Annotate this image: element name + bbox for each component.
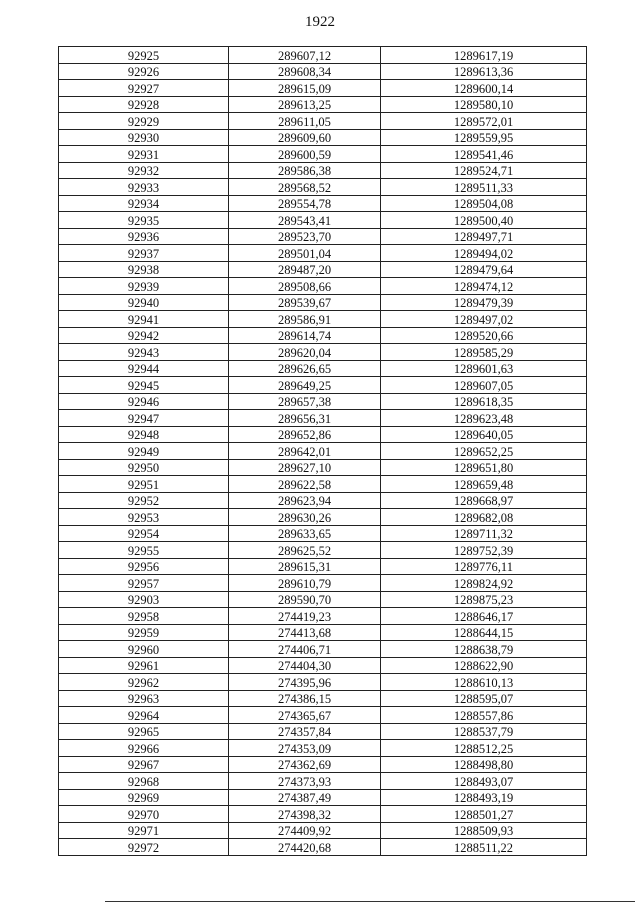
x-coordinate-cell: 274386,15: [229, 690, 381, 707]
y-coordinate-cell: 1289640,05: [381, 426, 587, 443]
y-coordinate-cell: 1288638,79: [381, 641, 587, 658]
y-coordinate-cell: 1289585,29: [381, 344, 587, 361]
x-coordinate-cell: 289652,86: [229, 426, 381, 443]
x-coordinate-cell: 289608,34: [229, 63, 381, 80]
table-row: [59, 707, 587, 724]
table-row: [59, 96, 587, 113]
x-coordinate-cell: 274373,93: [229, 773, 381, 790]
table-row: [59, 426, 587, 443]
y-coordinate-cell: 1289520,66: [381, 327, 587, 344]
y-coordinate-cell: 1289479,64: [381, 261, 587, 278]
point-number-cell: 92936: [59, 228, 229, 245]
table-row: [59, 377, 587, 394]
y-coordinate-cell: 1289511,33: [381, 179, 587, 196]
point-number-cell: 92935: [59, 212, 229, 229]
y-coordinate-cell: 1288498,80: [381, 756, 587, 773]
table-row: [59, 195, 587, 212]
point-number-cell: 92959: [59, 624, 229, 641]
table-row: [59, 822, 587, 839]
table-row: [59, 509, 587, 526]
table-row: [59, 641, 587, 658]
x-coordinate-cell: 289610,79: [229, 575, 381, 592]
x-coordinate-cell: 274398,32: [229, 806, 381, 823]
x-coordinate-cell: 289568,52: [229, 179, 381, 196]
point-number-cell: 92930: [59, 129, 229, 146]
table-row: [59, 756, 587, 773]
point-number-cell: 92960: [59, 641, 229, 658]
point-number-cell: 92927: [59, 80, 229, 97]
y-coordinate-cell: 1288646,17: [381, 608, 587, 625]
point-number-cell: 92941: [59, 311, 229, 328]
x-coordinate-cell: 274357,84: [229, 723, 381, 740]
y-coordinate-cell: 1289651,80: [381, 459, 587, 476]
y-coordinate-cell: 1288501,27: [381, 806, 587, 823]
table-row: [59, 63, 587, 80]
point-number-cell: 92965: [59, 723, 229, 740]
coordinates-table: [58, 46, 587, 856]
x-coordinate-cell: 289554,78: [229, 195, 381, 212]
x-coordinate-cell: 289613,25: [229, 96, 381, 113]
x-coordinate-cell: 289622,58: [229, 476, 381, 493]
y-coordinate-cell: 1289524,71: [381, 162, 587, 179]
table-row: [59, 525, 587, 542]
point-number-cell: 92963: [59, 690, 229, 707]
point-number-cell: 92939: [59, 278, 229, 295]
point-number-cell: 92931: [59, 146, 229, 163]
bottom-rule: [105, 901, 635, 902]
table-row: [59, 179, 587, 196]
point-number-cell: 92947: [59, 410, 229, 427]
x-coordinate-cell: 289600,59: [229, 146, 381, 163]
x-coordinate-cell: 289586,91: [229, 311, 381, 328]
point-number-cell: 92962: [59, 674, 229, 691]
x-coordinate-cell: 274353,09: [229, 740, 381, 757]
table-row: [59, 542, 587, 559]
x-coordinate-cell: 289508,66: [229, 278, 381, 295]
point-number-cell: 92940: [59, 294, 229, 311]
table-row: [59, 624, 587, 641]
point-number-cell: 92966: [59, 740, 229, 757]
y-coordinate-cell: 1289607,05: [381, 377, 587, 394]
point-number-cell: 92943: [59, 344, 229, 361]
table-row: [59, 344, 587, 361]
y-coordinate-cell: 1289623,48: [381, 410, 587, 427]
point-number-cell: 92953: [59, 509, 229, 526]
table-row: [59, 690, 587, 707]
x-coordinate-cell: 274395,96: [229, 674, 381, 691]
x-coordinate-cell: 289627,10: [229, 459, 381, 476]
point-number-cell: 92955: [59, 542, 229, 559]
y-coordinate-cell: 1289600,14: [381, 80, 587, 97]
point-number-cell: 92969: [59, 789, 229, 806]
table-row: [59, 657, 587, 674]
point-number-cell: 92956: [59, 558, 229, 575]
table-row: [59, 360, 587, 377]
y-coordinate-cell: 1289659,48: [381, 476, 587, 493]
point-number-cell: 92971: [59, 822, 229, 839]
x-coordinate-cell: 289625,52: [229, 542, 381, 559]
point-number-cell: 92945: [59, 377, 229, 394]
x-coordinate-cell: 274365,67: [229, 707, 381, 724]
point-number-cell: 92928: [59, 96, 229, 113]
x-coordinate-cell: 289615,09: [229, 80, 381, 97]
table-row: [59, 674, 587, 691]
table-row: [59, 311, 587, 328]
table-row: [59, 113, 587, 130]
x-coordinate-cell: 274413,68: [229, 624, 381, 641]
x-coordinate-cell: 289590,70: [229, 591, 381, 608]
point-number-cell: 92903: [59, 591, 229, 608]
table-row: [59, 443, 587, 460]
table-row: [59, 740, 587, 757]
y-coordinate-cell: 1289613,36: [381, 63, 587, 80]
point-number-cell: 92944: [59, 360, 229, 377]
x-coordinate-cell: 289620,04: [229, 344, 381, 361]
y-coordinate-cell: 1289776,11: [381, 558, 587, 575]
y-coordinate-cell: 1289559,95: [381, 129, 587, 146]
point-number-cell: 92929: [59, 113, 229, 130]
x-coordinate-cell: 289487,20: [229, 261, 381, 278]
y-coordinate-cell: 1289474,12: [381, 278, 587, 295]
y-coordinate-cell: 1289504,08: [381, 195, 587, 212]
point-number-cell: 92938: [59, 261, 229, 278]
point-number-cell: 92948: [59, 426, 229, 443]
table-row: [59, 47, 587, 64]
y-coordinate-cell: 1289652,25: [381, 443, 587, 460]
x-coordinate-cell: 274406,71: [229, 641, 381, 658]
coordinates-table-body: [59, 47, 587, 856]
x-coordinate-cell: 274387,49: [229, 789, 381, 806]
point-number-cell: 92968: [59, 773, 229, 790]
y-coordinate-cell: 1288622,90: [381, 657, 587, 674]
y-coordinate-cell: 1289618,35: [381, 393, 587, 410]
point-number-cell: 92937: [59, 245, 229, 262]
table-row: [59, 789, 587, 806]
table-row: [59, 278, 587, 295]
x-coordinate-cell: 289623,94: [229, 492, 381, 509]
x-coordinate-cell: 274362,69: [229, 756, 381, 773]
table-row: [59, 591, 587, 608]
x-coordinate-cell: 289657,38: [229, 393, 381, 410]
x-coordinate-cell: 289633,65: [229, 525, 381, 542]
table-row: [59, 294, 587, 311]
table-row: [59, 839, 587, 856]
table-row: [59, 146, 587, 163]
point-number-cell: 92942: [59, 327, 229, 344]
point-number-cell: 92949: [59, 443, 229, 460]
y-coordinate-cell: 1288595,07: [381, 690, 587, 707]
y-coordinate-cell: 1289875,23: [381, 591, 587, 608]
x-coordinate-cell: 289501,04: [229, 245, 381, 262]
point-number-cell: 92925: [59, 47, 229, 64]
y-coordinate-cell: 1288644,15: [381, 624, 587, 641]
table-row: [59, 459, 587, 476]
y-coordinate-cell: 1289497,71: [381, 228, 587, 245]
table-row: [59, 723, 587, 740]
table-row: [59, 261, 587, 278]
table-row: [59, 492, 587, 509]
x-coordinate-cell: 274404,30: [229, 657, 381, 674]
x-coordinate-cell: 289609,60: [229, 129, 381, 146]
point-number-cell: 92964: [59, 707, 229, 724]
x-coordinate-cell: 289626,65: [229, 360, 381, 377]
x-coordinate-cell: 274420,68: [229, 839, 381, 856]
x-coordinate-cell: 289607,12: [229, 47, 381, 64]
y-coordinate-cell: 1288509,93: [381, 822, 587, 839]
x-coordinate-cell: 289611,05: [229, 113, 381, 130]
table-row: [59, 327, 587, 344]
y-coordinate-cell: 1289682,08: [381, 509, 587, 526]
y-coordinate-cell: 1288537,79: [381, 723, 587, 740]
table-row: [59, 80, 587, 97]
y-coordinate-cell: 1289497,02: [381, 311, 587, 328]
table-row: [59, 393, 587, 410]
table-row: [59, 245, 587, 262]
point-number-cell: 92926: [59, 63, 229, 80]
table-row: [59, 773, 587, 790]
y-coordinate-cell: 1288493,19: [381, 789, 587, 806]
y-coordinate-cell: 1288610,13: [381, 674, 587, 691]
y-coordinate-cell: 1289479,39: [381, 294, 587, 311]
point-number-cell: 92946: [59, 393, 229, 410]
y-coordinate-cell: 1289541,46: [381, 146, 587, 163]
y-coordinate-cell: 1289617,19: [381, 47, 587, 64]
x-coordinate-cell: 289523,70: [229, 228, 381, 245]
point-number-cell: 92967: [59, 756, 229, 773]
y-coordinate-cell: 1289824,92: [381, 575, 587, 592]
x-coordinate-cell: 289539,67: [229, 294, 381, 311]
point-number-cell: 92952: [59, 492, 229, 509]
table-row: [59, 806, 587, 823]
x-coordinate-cell: 289543,41: [229, 212, 381, 229]
table-row: [59, 228, 587, 245]
y-coordinate-cell: 1289572,01: [381, 113, 587, 130]
table-row: [59, 608, 587, 625]
x-coordinate-cell: 289615,31: [229, 558, 381, 575]
point-number-cell: 92933: [59, 179, 229, 196]
point-number-cell: 92951: [59, 476, 229, 493]
table-row: [59, 162, 587, 179]
y-coordinate-cell: 1289711,32: [381, 525, 587, 542]
table-row: [59, 410, 587, 427]
y-coordinate-cell: 1289668,97: [381, 492, 587, 509]
y-coordinate-cell: 1288512,25: [381, 740, 587, 757]
table-row: [59, 575, 587, 592]
table-row: [59, 212, 587, 229]
y-coordinate-cell: 1289580,10: [381, 96, 587, 113]
point-number-cell: 92972: [59, 839, 229, 856]
x-coordinate-cell: 289649,25: [229, 377, 381, 394]
x-coordinate-cell: 289656,31: [229, 410, 381, 427]
y-coordinate-cell: 1289601,63: [381, 360, 587, 377]
table-row: [59, 129, 587, 146]
point-number-cell: 92934: [59, 195, 229, 212]
y-coordinate-cell: 1288511,22: [381, 839, 587, 856]
y-coordinate-cell: 1289494,02: [381, 245, 587, 262]
y-coordinate-cell: 1288493,07: [381, 773, 587, 790]
y-coordinate-cell: 1289752,39: [381, 542, 587, 559]
x-coordinate-cell: 289642,01: [229, 443, 381, 460]
point-number-cell: 92961: [59, 657, 229, 674]
point-number-cell: 92932: [59, 162, 229, 179]
point-number-cell: 92957: [59, 575, 229, 592]
x-coordinate-cell: 289586,38: [229, 162, 381, 179]
point-number-cell: 92954: [59, 525, 229, 542]
x-coordinate-cell: 289614,74: [229, 327, 381, 344]
x-coordinate-cell: 274419,23: [229, 608, 381, 625]
point-number-cell: 92970: [59, 806, 229, 823]
x-coordinate-cell: 274409,92: [229, 822, 381, 839]
page-number: 1922: [305, 14, 335, 30]
y-coordinate-cell: 1288557,86: [381, 707, 587, 724]
table-row: [59, 476, 587, 493]
point-number-cell: 92950: [59, 459, 229, 476]
table-row: [59, 558, 587, 575]
y-coordinate-cell: 1289500,40: [381, 212, 587, 229]
x-coordinate-cell: 289630,26: [229, 509, 381, 526]
point-number-cell: 92958: [59, 608, 229, 625]
